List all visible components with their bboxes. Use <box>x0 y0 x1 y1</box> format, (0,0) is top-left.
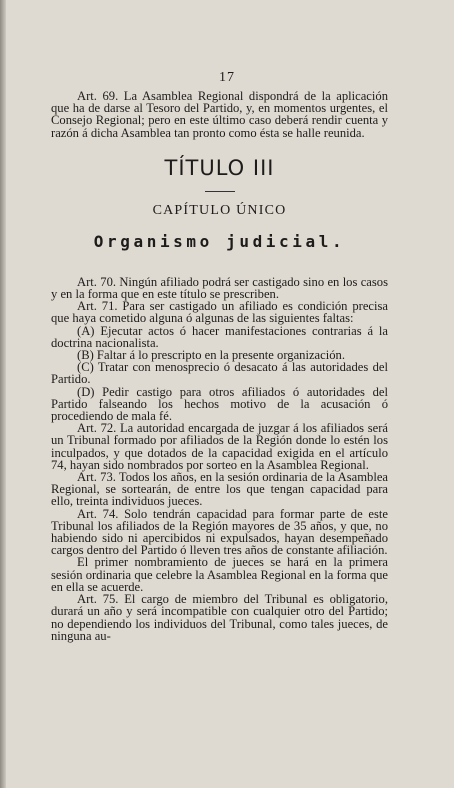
first-appointment-paragraph: El primer nombramiento de jueces se hará en la primera sesión ordinaria que celebre la Asamblea Regional en la forma que en ella se acuerde. <box>51 555 388 594</box>
article-73-paragraph: Art. 73. Todos los años, en la sesión ordinaria de la Asamblea Regional, se sortearán, de entre los que tengan capacidad para ello, treinta individuos jueces. <box>51 470 388 509</box>
page-body <box>51 90 388 642</box>
fault-c-item: (C) Tratar con menosprecio ó desacato á las autoridades del Partido. <box>51 360 388 387</box>
article-71-paragraph: Art. 71. Para ser castigado un afiliado es condición precisa que haya cometido alguna ó algunas de las siguientes faltas: <box>51 299 388 326</box>
fault-a-item: (A) Ejecutar actos ó hacer manifestaciones contrarias á la doctrina nacionalista. <box>51 323 388 350</box>
article-69-paragraph: Art. 69. La Asamblea Regional dispondrá de la aplicación que ha de darse al Tesoro del Partido, y, en momentos urgentes, el Consejo Regional; pero en este último caso deberá rendir cuenta y razón á dicha Asamblea tan pronto como ésta se halle reunida. <box>51 89 388 140</box>
article-74-paragraph: Art. 74. Solo tendrán capacidad para formar parte de este Tribunal los afiliados de la Región mayores de 35 años, y que, no habiendo sido ni apercibidos ni expulsados, hayan desempeñado cargos dentro del Partido ó lleven tres años de constante afiliación. <box>51 506 388 558</box>
article-70-paragraph: Art. 70. Ningún afiliado podrá ser castigado sino en los casos y en la forma que en este título se prescriben. <box>51 274 388 302</box>
article-75-paragraph: Art. 75. El cargo de miembro del Tribunal es obligatorio, durará un año y será incompatible con cualquier otro del Partido; no dependiendo los individuos del Tribunal, como tales jueces, de ninguna au- <box>51 592 388 643</box>
title-heading: TÍTULO III <box>164 155 275 180</box>
fault-d-item: (D) Pedir castigo para otros afiliados ó autoridades del Partido falseando los hechos motivo de la acusación ó procediendo de mala fé. <box>51 384 388 424</box>
page-binding-edge <box>0 0 6 788</box>
title-rule <box>205 191 235 192</box>
chapter-heading: CAPÍTULO ÚNICO <box>152 202 287 218</box>
article-72-paragraph: Art. 72. La autoridad encargada de juzgar á los afiliados será un Tribunal formado por afiliados de la Región donde lo estén los inculpados, y que dotados de la capacidad exigida en el artículo 74, hayan sido nombrados por sorteo en la Asamblea Regional. <box>51 421 388 472</box>
page-number: 17 <box>219 70 235 85</box>
fault-b-item: (B) Faltar á lo prescripto en la presente organización. <box>77 348 345 363</box>
subject-heading: Organismo judicial. <box>93 231 346 251</box>
